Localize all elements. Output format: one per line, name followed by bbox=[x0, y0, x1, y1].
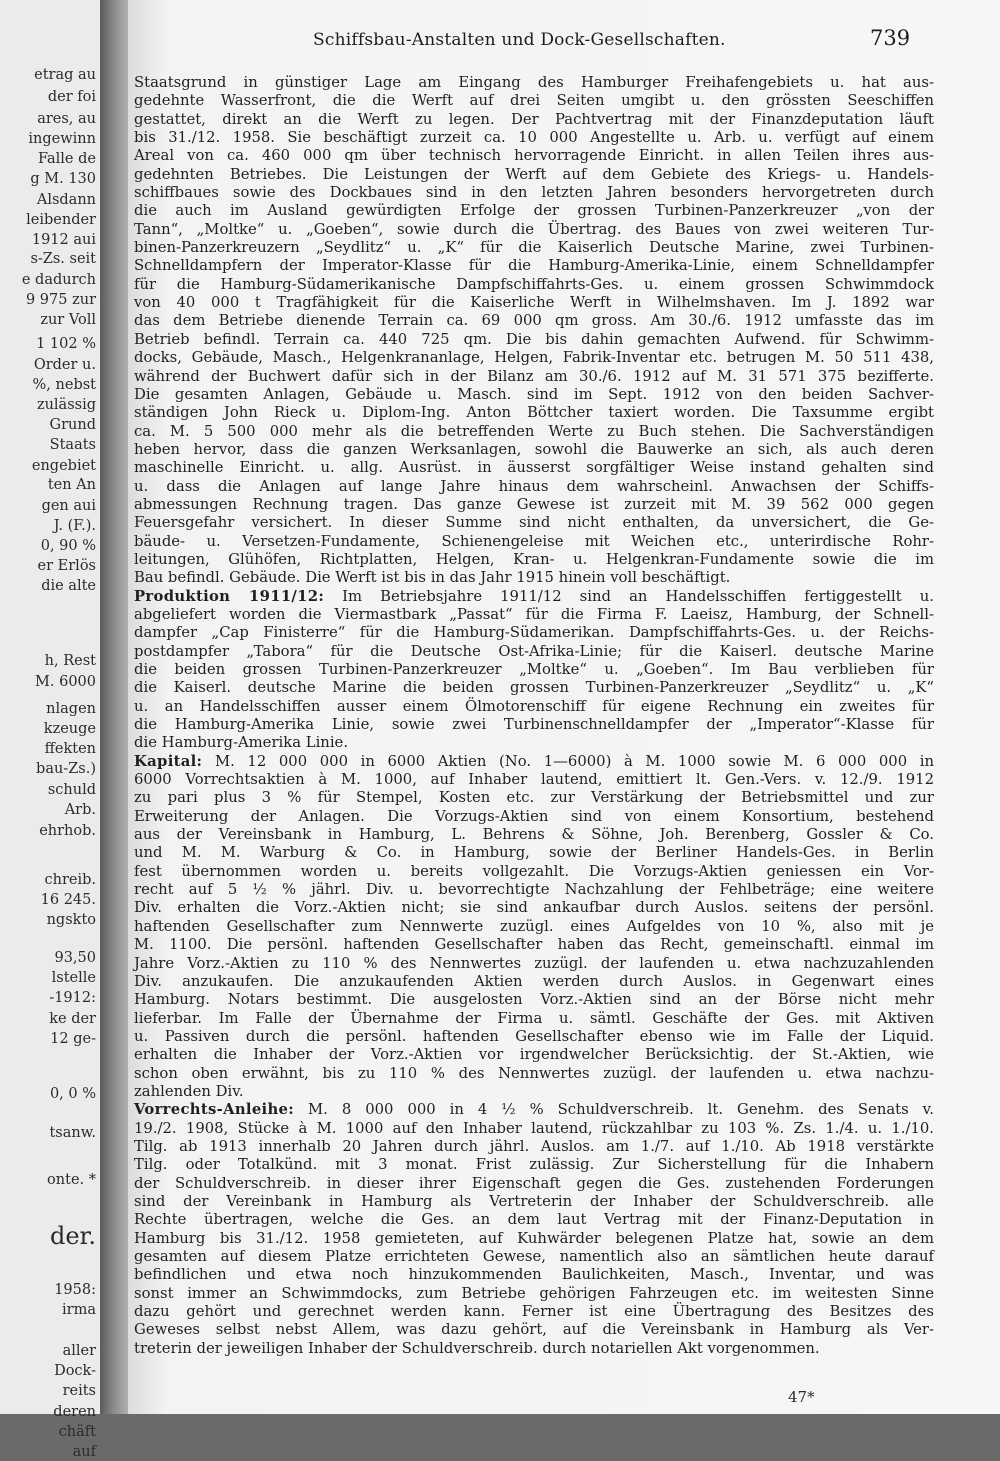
text-line: Areal von ca. 460 000 qm über technisch hervorragende Einricht. in allen Teilen ihres aus- bbox=[134, 147, 934, 165]
text-line: bis 31./12. 1958. Sie beschäftigt zurzeit ca. 10 000 Angestellte u. Arb. u. verfügt auf einem bbox=[134, 129, 934, 147]
text-line: sonst immer an Schwimmdocks, zum Betriebe gehörigen Fahrzeugen etc. im weitesten Sinne bbox=[134, 1284, 934, 1302]
facing-page-text: der. bbox=[49, 1222, 96, 1250]
facing-page-text: Order u. bbox=[33, 357, 96, 373]
body-text bbox=[134, 74, 934, 1358]
text-line: während der Buchwert dafür sich in der Bilanz am 30./6. 1912 auf M. 31 571 375 bezifferte. bbox=[134, 367, 934, 385]
facing-page-text: 0, 0 % bbox=[49, 1086, 96, 1102]
facing-page-text: 1912 aui bbox=[31, 232, 96, 248]
text-line: gesamten auf diesem Platze errichteten Gewese, namentlich also an sämtlichen heute darauf bbox=[134, 1248, 934, 1265]
facing-page-text: kzeuge bbox=[43, 721, 96, 737]
facing-page-text: irma bbox=[62, 1302, 96, 1318]
signature-mark: 47* bbox=[788, 1388, 815, 1406]
text-line: u. Passiven durch die persönl. haftenden Gesellschafter ebenso wie im Falle der Liquid. bbox=[134, 1027, 934, 1045]
text-line: Div. anzukaufen. Die anzukaufenden Aktien werden durch Auslos. in Gegenwart eines bbox=[134, 972, 934, 990]
text-line: Schnelldampfern der Imperator-Klasse für die Hamburg-Amerika-Linie, einem Schnelldampfer bbox=[134, 257, 934, 275]
section-heading: Kapital: bbox=[134, 752, 203, 770]
facing-page-text: M. 6000 bbox=[35, 674, 96, 690]
text-line: dampfer „Cap Finisterre“ für die Hamburg-Südamerikan. Dampfschiffahrts-Ges. u. der Reichs- bbox=[134, 624, 934, 642]
text-line: u. dass die Anlagen auf lange Jahre hinaus dem wahrscheinl. Anwachsen der Schiffs- bbox=[134, 477, 934, 495]
text-line: ca. M. 5 500 000 mehr als die betreffenden Werte zu Buch stehen. Die Sachverständigen bbox=[134, 422, 934, 440]
text-line: docks, Gebäude, Masch., Helgenkrananlage, Helgen, Fabrik-Inventar etc. betrugen M. 50 511 438, bbox=[134, 349, 934, 367]
facing-page-text: nlagen bbox=[46, 701, 96, 717]
section-heading: Vorrechts-Anleihe: bbox=[134, 1101, 295, 1119]
text-line: treterin der jeweiligen Inhaber der Schuldverschreib. durch notariellen Akt vorgenommen. bbox=[134, 1339, 820, 1357]
page-header bbox=[128, 26, 928, 56]
text-line: Div. erhalten die Vorz.-Aktien nicht; sie sind ankaufbar durch Auslos. seitens der persönl. bbox=[134, 899, 934, 917]
text-line: maschinelle Einricht. u. allg. Ausrüst. in äusserst sorgfältiger Weise instand gehalten sind bbox=[134, 459, 934, 477]
text-line: Erweiterung der Anlagen. Die Vorzugs-Aktien sind von einem Konsortium, bestehend bbox=[134, 807, 934, 825]
text-line: postdampfer „Tabora“ für die Deutsche Ost-Afrika-Linie; für die Kaiserl. deutsche Marine bbox=[134, 642, 934, 660]
facing-page-text: Staats bbox=[49, 437, 96, 453]
text-line: von 40 000 t Tragfähigkeit für die Kaiserliche Werft in Wilhelmshaven. Im J. 1892 war bbox=[134, 294, 934, 312]
text-line: lieferbar. Im Falle der Übernahme der Firma u. sämtl. Geschäfte der Ges. mit Aktiven bbox=[134, 1009, 934, 1027]
facing-page-text: ten An bbox=[47, 477, 96, 493]
facing-page-text: 1 102 % bbox=[36, 336, 96, 352]
facing-page-text: Grund bbox=[49, 417, 96, 433]
page-number: 739 bbox=[870, 26, 911, 50]
facing-page-text: 12 ge- bbox=[50, 1031, 96, 1047]
facing-page-text: ehrhob. bbox=[39, 823, 96, 839]
text-line: Hamburg bis 31./12. 1958 gemieteten, auf Kuhwärder belegenen Platze hat, sowie an dem bbox=[134, 1229, 934, 1247]
facing-page-text: Dock- bbox=[54, 1363, 96, 1379]
text-line: die Kaiserl. deutsche Marine die beiden grossen Turbinen-Panzerkreuzer „Seydlitz“ u. „K“ bbox=[134, 679, 934, 697]
facing-page-text: Falle de bbox=[37, 151, 96, 167]
facing-page-text: %, nebst bbox=[32, 377, 96, 393]
text-line: gedehnten Betriebes. Die Leistungen der Werft auf dem Gebiete des Kriegs- u. Handels- bbox=[134, 165, 934, 183]
facing-page-text: zulässig bbox=[36, 397, 96, 413]
facing-page-text: ngskto bbox=[46, 912, 96, 928]
facing-page-text: er Erlös bbox=[37, 558, 96, 574]
text-line: u. an Handelsschiffen ausser einem Ölmotorenschiff für eigene Rechnung ein zweites für bbox=[134, 697, 934, 715]
facing-page-text: der foi bbox=[47, 89, 96, 105]
facing-page-text: lstelle bbox=[51, 970, 96, 986]
text-line: sind der Vereinbank in Hamburg als Vertreterin der Inhaber der Schuldverschreib. alle bbox=[134, 1192, 934, 1210]
facing-page-text: gen aui bbox=[41, 498, 96, 514]
text-line: schon oben erwähnt, bis zu 110 % des Nennwertes zuzügl. der laufenden u. etwa nachzu- bbox=[134, 1064, 934, 1082]
running-title: Schiffsbau-Anstalten und Dock-Gesellschaften. bbox=[313, 30, 726, 50]
text-line: die Hamburg-Amerika Linie. bbox=[134, 734, 349, 752]
facing-page-text: tsanw. bbox=[49, 1125, 96, 1141]
text-line: Rechte übertragen, welche die Ges. an dem laut Vertrag mit der Finanz-Deputation in bbox=[134, 1211, 934, 1229]
text-line: für die Hamburg-Südamerikanische Dampfschiffahrts-Ges. u. einem grossen Schwimmdock bbox=[134, 275, 934, 293]
facing-page-text: e dadurch bbox=[21, 272, 96, 288]
facing-page-text: 0, 90 % bbox=[40, 538, 96, 554]
text-line: die Hamburg-Amerika Linie, sowie zwei Turbinenschnelldampfer der „Imperator“-Klasse für bbox=[134, 716, 934, 734]
text-line: das dem Betriebe dienende Terrain ca. 69 000 qm gross. Am 30./6. 1912 umfasste das im bbox=[134, 312, 934, 330]
text-line: binen-Panzerkreuzern „Seydlitz“ u. „K“ für die Kaiserlich Deutsche Marine, zwei Turbinen- bbox=[134, 239, 934, 257]
facing-page-text: ffekten bbox=[44, 741, 96, 757]
text-line: Betrieb befindl. Terrain ca. 440 725 qm. Die bis dahin gemachten Aufwend. für Schwimm- bbox=[134, 330, 934, 348]
text-line: recht auf 5 ½ % jährl. Div. u. bevorrechtigte Nachzahlung der Fehlbeträge; eine weitere bbox=[134, 881, 934, 899]
text-line: Kapital: M. 12 000 000 in 6000 Aktien (No. 1—6000) à M. 1000 sowie M. 6 000 000 in bbox=[134, 752, 934, 770]
facing-page-text: deren bbox=[53, 1404, 96, 1420]
facing-page-text: chäft bbox=[58, 1424, 96, 1440]
facing-page-text: s-Zs. seit bbox=[30, 251, 96, 267]
text-line: aus der Vereinsbank in Hamburg, L. Behrens & Söhne, Joh. Berenberg, Gossler & Co. bbox=[134, 826, 934, 844]
text-line: gestattet, direkt an die Werft zu legen. Der Pachtvertrag mit der Finanzdeputation läuft bbox=[134, 110, 934, 128]
text-line: ständigen John Rieck u. Diplom-Ing. Anton Böttcher taxiert worden. Die Taxsumme ergibt bbox=[134, 404, 934, 422]
text-line: und M. M. Warburg & Co. in Hamburg, sowie der Berliner Handels-Ges. in Berlin bbox=[134, 844, 934, 862]
facing-page-text: zur Voll bbox=[40, 312, 96, 328]
text-line: M. 1100. Die persönl. haftenden Gesellschafter haben das Recht, gemeinschaftl. einmal im bbox=[134, 936, 934, 954]
text-line: abmessungen Rechnung tragen. Das ganze Gewese ist zurzeit mit M. 39 562 000 gegen bbox=[134, 495, 934, 513]
facing-page-text: engebiet bbox=[31, 458, 96, 474]
text-line: 19./2. 1908, Stücke à M. 1000 auf den Inhaber lautend, rückzahlbar zu 103 %. Zs. 1./4. u. 1./10. bbox=[134, 1119, 934, 1137]
text-line: erhalten die Inhaber der Vorz.-Aktien vor irgendwelcher Berücksichtig. der St.-Aktien, wie bbox=[134, 1046, 934, 1064]
text-line: abgeliefert worden die Viermastbark „Passat“ für die Firma F. Laeisz, Hamburg, der Schnell- bbox=[134, 605, 934, 623]
text-line: Feuersgefahr versichert. In dieser Summe sind nicht enthalten, da unversichert, die Ge- bbox=[134, 514, 934, 532]
facing-page-text: etrag au bbox=[34, 67, 96, 83]
facing-page-text: g M. 130 bbox=[30, 171, 96, 187]
facing-page-text: 1958: bbox=[54, 1282, 96, 1298]
text-line: bäude- u. Versetzen-Fundamente, Schienengeleise mit Weichen etc., unterirdische Rohr- bbox=[134, 532, 934, 550]
text-line: Produktion 1911/12: Im Betriebsjahre 1911/12 sind an Handelsschiffen fertiggestellt u. bbox=[134, 587, 934, 605]
text-line: dazu gehört und gerechnet werden kann. Ferner ist eine Übertragung des Besitzes des bbox=[134, 1303, 934, 1321]
facing-page-text: 93,50 bbox=[54, 950, 96, 966]
facing-page-text: 16 245. bbox=[40, 892, 96, 908]
facing-page-text: J. (F.). bbox=[53, 518, 96, 534]
text-line: Vorrechts-Anleihe: M. 8 000 000 in 4 ½ % Schuldverschreib. lt. Genehm. des Senats v. bbox=[134, 1101, 934, 1119]
facing-page-text: die alte bbox=[41, 578, 96, 594]
facing-page-text: bau-Zs.) bbox=[36, 761, 96, 777]
book-page bbox=[128, 0, 1000, 1414]
text-line: gedehnte Wasserfront, die die Werft auf drei Seiten umgibt u. den grössten Seeschiffen bbox=[134, 92, 934, 110]
text-line: Tilg. ab 1913 innerhalb 20 Jahren durch jährl. Auslos. am 1./7. auf 1./10. Ab 1918 verstärkte bbox=[134, 1137, 934, 1155]
text-line: Die gesamten Anlagen, Gebäude u. Masch. sind im Sept. 1912 von den beiden Sachver- bbox=[134, 385, 934, 403]
text-line: 6000 Vorrechtsaktien à M. 1000, auf Inhaber lautend, emittiert lt. Gen.-Vers. v. 12./9. 1912 bbox=[134, 771, 934, 789]
facing-page-text: ares, au bbox=[37, 111, 96, 127]
text-line: leitungen, Glühöfen, Richtplatten, Helgen, Kran- u. Helgenkran-Fundamente sowie die im bbox=[134, 550, 934, 568]
facing-page-text: leibender bbox=[26, 212, 96, 228]
facing-page-text: schuld bbox=[47, 782, 96, 798]
text-line: befindlichen und etwa noch hinzukommenden Baulichkeiten, Masch., Inventar, und was bbox=[134, 1266, 934, 1284]
section-heading: Produktion 1911/12: bbox=[134, 587, 325, 605]
text-line: Tann“, „Moltke“ u. „Goeben“, sowie durch die Übertrag. des Baues von zwei weiteren Tur- bbox=[134, 220, 934, 238]
text-line: schiffbaues sowie des Dockbaues sind in den letzten Jahren besonders hervorgetreten durch bbox=[134, 184, 934, 202]
facing-page-text: 9 975 zur bbox=[25, 292, 96, 308]
text-line: Hamburg. Notars bestimmt. Die ausgelosten Vorz.-Aktien sind an der Börse nicht mehr bbox=[134, 991, 934, 1009]
facing-page-text: ke der bbox=[49, 1011, 96, 1027]
facing-page-text: ingewinn bbox=[28, 131, 96, 147]
text-line: Jahre Vorz.-Aktien zu 110 % des Nennwertes zuzügl. der laufenden u. etwa nachzuzahlenden bbox=[134, 954, 934, 972]
text-line: Tilg. oder Totalkünd. mit 3 monat. Frist zulässig. Zur Sicherstellung für die Inhabern bbox=[134, 1156, 934, 1174]
facing-page-text: aller bbox=[62, 1343, 96, 1359]
facing-page-text: Alsdann bbox=[36, 192, 96, 208]
facing-page-text: onte. * bbox=[47, 1172, 96, 1188]
text-line: Bau befindl. Gebäude. Die Werft ist bis in das Jahr 1915 hinein voll beschäftigt. bbox=[134, 569, 731, 587]
facing-page-text: auf bbox=[72, 1444, 96, 1460]
text-line: Geweses selbst nebst Allem, was dazu gehört, auf die Vereinsbank in Hamburg als Ver- bbox=[134, 1321, 934, 1339]
text-line: Staatsgrund in günstiger Lage am Eingang des Hamburger Freihafengebiets u. hat aus- bbox=[134, 74, 934, 91]
text-line: fest übernommen worden u. bereits vollgezahlt. Die Vorzugs-Aktien geniessen ein Vor- bbox=[134, 862, 934, 880]
facing-page-text: Arb. bbox=[64, 802, 96, 818]
facing-page-text: -1912: bbox=[49, 990, 96, 1006]
facing-page-text: h, Rest bbox=[44, 653, 96, 669]
facing-page-fragment bbox=[0, 0, 102, 1460]
text-line: zu pari plus 3 % für Stempel, Kosten etc. zur Verstärkung der Betriebsmittel und zur bbox=[134, 789, 934, 807]
text-line: die beiden grossen Turbinen-Panzerkreuzer „Moltke“ u. „Goeben“. Im Bau verblieben für bbox=[134, 661, 934, 678]
text-line: heben hervor, dass die ganzen Werksanlagen, sowohl die Bauwerke an sich, als auch deren bbox=[134, 440, 934, 458]
facing-page-text: chreib. bbox=[44, 872, 96, 888]
text-line: haftenden Gesellschafter zum Nennwerte zuzügl. eines Aufgeldes von 10 %, also mit je bbox=[134, 917, 934, 935]
text-line: die auch im Ausland gewürdigten Erfolge der grossen Turbinen-Panzerkreuzer „von der bbox=[134, 202, 934, 220]
facing-page-text: reits bbox=[62, 1383, 96, 1399]
text-line: der Schuldverschreib. in dieser ihrer Eigenschaft gegen die Ges. zustehenden Forderungen bbox=[134, 1174, 934, 1192]
text-line: zahlenden Div. bbox=[134, 1082, 244, 1100]
